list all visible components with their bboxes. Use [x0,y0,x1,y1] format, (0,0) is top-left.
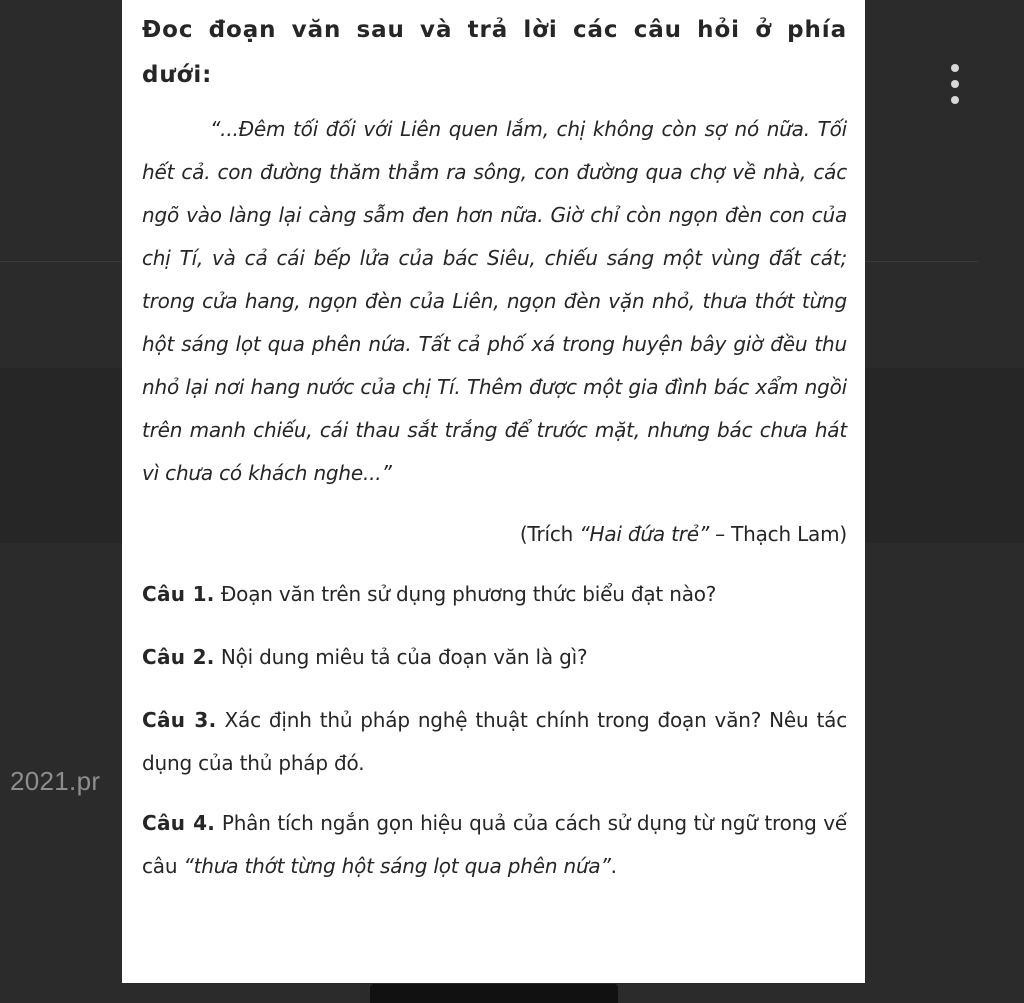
question-3 [142,699,847,785]
citation [142,513,847,556]
question-label: Câu 4. [142,811,216,835]
question-text: Phân tích ngắn gọn hiệu quả của cách sử dụng từ ngữ trong vế câu [142,811,847,878]
file-name[interactable]: 2021.pr [10,766,101,796]
passage-text: “...Đêm tối đối với Liên quen lắm, chị không còn sợ nó nữa. Tối hết cả. con đường thăm thẳm ra sông, con đường qua chợ về nhà, các ngõ vào làng lại càng sẫm đen hơn nữa. Giờ chỉ còn ngọn đèn con của chị Tí, và cả cái bếp lửa của bác Siêu, chiếu sáng một vùng đất cát; trong cửa hang, ngọn đèn của Liên, ngọn đèn vặn nhỏ, thưa thớt từng hột sáng lọt qua phên nứa. Tất cả phố xá trong huyện bây giờ đều thu nhỏ lại nơi hang nước của chị Tí. Thêm được một gia đình bác xẩm ngồi trên manh chiếu, cái thau sắt trắng để trước mặt, nhưng bác chưa hát vì chưa có khách nghe...” [142,117,847,485]
question-text: Xác định thủ pháp nghệ thuật chính trong đoạn văn? Nêu tác dụng của thủ pháp đó. [142,708,847,775]
citation-prefix: (Trích [519,522,580,546]
kebab-dot [951,64,959,72]
question-text: Nội dung miêu tả của đoạn văn là gì? [214,645,588,669]
document-page [122,0,865,983]
kebab-dot [951,80,959,88]
kebab-vertical-icon[interactable] [944,64,966,104]
question-end: . [610,854,617,878]
question-1 [142,573,847,616]
question-label: Câu 2. [142,645,215,669]
kebab-dot [951,96,959,104]
document-title: Đoc đoạn văn sau và trả lời các câu hỏi ở phía dưới: [142,17,847,88]
bottom-toolbar[interactable] [370,984,618,1003]
question-label: Câu 3. [142,708,217,732]
question-quote: “thưa thớt từng hột sáng lọt qua phên nứa” [183,854,611,878]
citation-work: “Hai đứa trẻ” [579,522,710,546]
citation-suffix: – Thạch Lam) [709,522,847,546]
question-4 [142,802,847,888]
question-2 [142,636,847,679]
question-text: Đoạn văn trên sử dụng phương thức biểu đạt nào? [214,582,717,606]
question-label: Câu 1. [142,582,215,606]
